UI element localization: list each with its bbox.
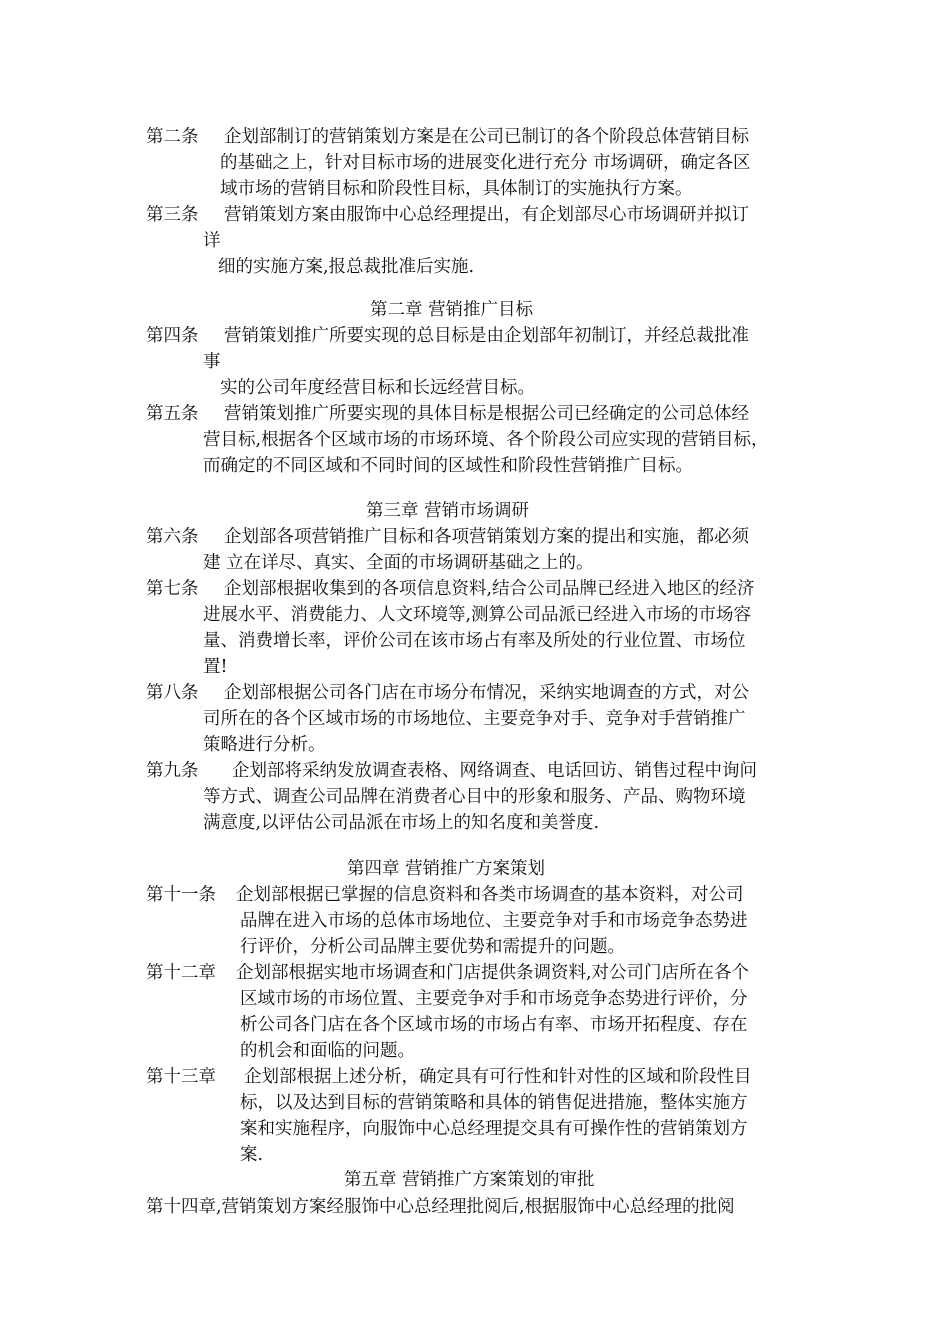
article-line: 满意度,以评估公司品派在市场上的知名度和美誉度. (203, 813, 600, 833)
article-line: 行评价，分析公司品牌主要优势和需提升的问题。 (240, 937, 625, 957)
article-label: 第十三章 (146, 1067, 216, 1087)
article-line: 企划部将采纳发放调查表格、网络调查、电话回访、销售过程中询问 (232, 761, 757, 781)
article-line: 企划部根据已掌握的信息资料和各类市场调查的基本资料，对公司 (236, 885, 744, 905)
article-label: 第十一条 (146, 885, 216, 905)
article-line: 而确定的不同区域和不同时间的区域性和阶段性营销推广目标。 (203, 456, 693, 476)
article-line: 企划部根据上述分析，确定具有可行性和针对性的区域和阶段性目 (244, 1067, 752, 1087)
article-line: 营销策划方案由服饰中心总经理提出，有企划部尽心市场调研并拟订 (224, 205, 749, 225)
article-line: 企划部各项营销推广目标和各项营销策划方案的提出和实施，都必须 (224, 527, 749, 547)
article-line: 事 (203, 352, 221, 372)
article-line: 标，以及达到目标的营销策略和具体的销售促进措施，整体实施方 (240, 1093, 748, 1113)
article-line: 析公司各门店在各个区域市场的市场占有率、市场开拓程度、存在 (240, 1015, 748, 1035)
article-line: 置! (203, 657, 228, 677)
article-label: 第七条 (146, 579, 199, 599)
article-line: 营销策划推广所要实现的总目标是由企划部年初制订，并经总裁批准 (224, 326, 749, 346)
article-line: 进展水平、消费能力、人文环境等,测算公司品派已经进入市场的市场容 (203, 605, 752, 625)
article-line: 的机会和面临的问题。 (240, 1041, 415, 1061)
article-label: 第六条 (146, 527, 199, 547)
article-label: 第三条 (146, 205, 199, 225)
article-line: 企划部根据公司各门店在市场分布情况，采纳实地调查的方式，对公 (224, 683, 749, 703)
article-line: 司所在的各个区域市场的市场地位、主要竞争对手、竞争对手营销推广 (203, 709, 746, 729)
chapter-heading-5: 第五章 营销推广方案策划的审批 (344, 1170, 595, 1190)
article-line: 品牌在进入市场的总体市场地位、主要竞争对手和市场竞争态势进 (240, 911, 748, 931)
article-line: 详 (203, 231, 221, 251)
article-label: 第八条 (146, 683, 199, 703)
chapter-heading-3: 第三章 营销市场调研 (366, 501, 530, 521)
article-line: 营目标,根据各个区域市场的市场环境、各个阶段公司应实现的营销目标， (203, 430, 769, 450)
article-label: 第十二章 (146, 963, 216, 983)
article-line: 区域市场的市场位置、主要竞争对手和市场竞争态势进行评价，分 (240, 989, 748, 1009)
article-line: 域市场的营销目标和阶段性目标，具体制订的实施执行方案。 (220, 179, 693, 199)
article-line: 建 立在详尽、真实、全面的市场调研基础之上的。 (203, 553, 594, 573)
article-label: 第九条 (146, 761, 199, 781)
article-label: 第二条 (146, 127, 199, 147)
article-line: 策略进行分析。 (203, 735, 326, 755)
article-line: 的基础之上，针对目标市场的进展变化进行充分 市场调研，确定各区 (220, 153, 751, 173)
article-14-line: 第十四章,营销策划方案经服饰中心总经理批阅后,根据服饰中心总经理的批阅 (146, 1197, 735, 1217)
chapter-heading-4: 第四章 营销推广方案策划 (347, 859, 546, 879)
chapter-heading-2: 第二章 营销推广目标 (370, 300, 534, 320)
article-line: 量、消费增长率，评价公司在该市场占有率及所处的行业位置、市场位 (203, 631, 746, 651)
article-line: 案. (240, 1145, 264, 1165)
article-line: 细的实施方案,报总裁批准后实施. (218, 257, 475, 277)
article-line: 企划部根据收集到的各项信息资料,结合公司品牌已经进入地区的经济 (224, 579, 755, 599)
article-label: 第四条 (146, 326, 199, 346)
article-label: 第五条 (146, 404, 199, 424)
article-line: 案和实施程序，向服饰中心总经理提交具有可操作性的营销策划方 (240, 1119, 748, 1139)
article-line: 企划部根据实地市场调查和门店提供条调资料,对公司门店所在各个 (236, 963, 750, 983)
article-line: 营销策划推广所要实现的具体目标是根据公司已经确定的公司总体经 (224, 404, 749, 424)
article-line: 企划部制订的营销策划方案是在公司已制订的各个阶段总体营销目标 (224, 127, 749, 147)
article-line: 等方式、调查公司品牌在消费者心目中的形象和服务、产品、购物环境 (203, 787, 746, 807)
article-line: 实的公司年度经营目标和长远经营目标。 (220, 378, 535, 398)
